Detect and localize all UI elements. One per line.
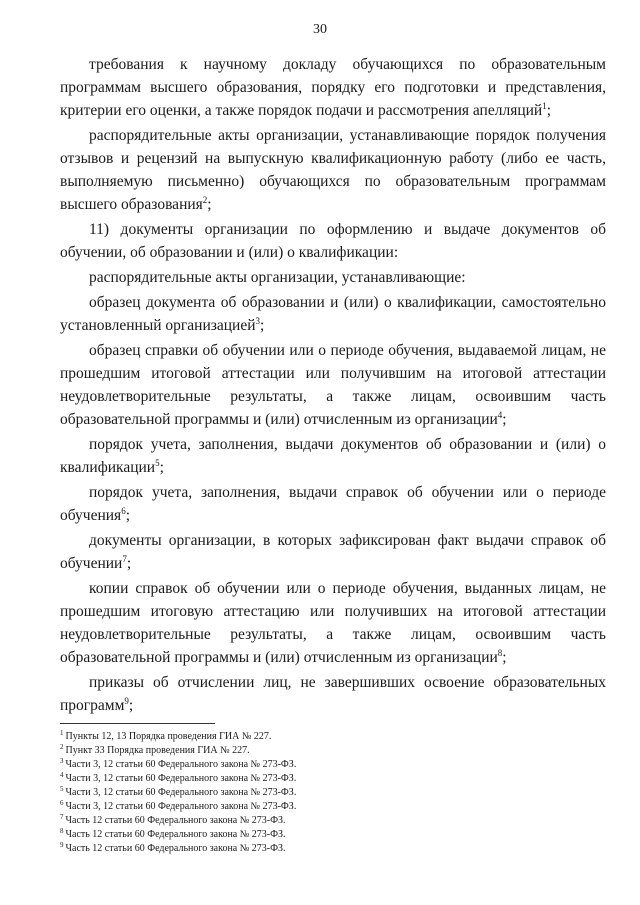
footnote-number: 3 — [60, 756, 64, 765]
footnote — [60, 744, 600, 758]
footnote-number: 8 — [60, 826, 64, 835]
footnote-number: 5 — [60, 784, 64, 793]
footnote — [60, 758, 600, 772]
footnote-text: Части 3, 12 статьи 60 Федерального закона № 273-ФЗ. — [65, 801, 297, 812]
footnotes — [60, 730, 600, 856]
paragraph — [60, 218, 606, 264]
paragraph-text: образец справки об обучении или о периоде обучения, выдаваемой лицам, не прошедшим итоговой аттестации или получившим на итоговой аттестации неудовлетворительные результаты, а также лицам, освоившим часть образовательной программы и (или) отчисленным из организации — [60, 342, 606, 428]
footnote-text: Часть 12 статьи 60 Федерального закона № 273-ФЗ. — [65, 843, 286, 854]
paragraph — [60, 671, 606, 717]
footnote-text: Часть 12 статьи 60 Федерального закона № 273-ФЗ. — [65, 829, 286, 840]
footnote-text: Части 3, 12 статьи 60 Федерального закона № 273-ФЗ. — [65, 787, 297, 798]
paragraph-text: приказы об отчислении лиц, не завершивших освоение образовательных программ — [60, 674, 606, 714]
footnote — [60, 800, 600, 814]
paragraph — [60, 124, 606, 216]
paragraph — [60, 53, 606, 122]
footnote-ref: 7 — [122, 553, 127, 564]
footnote — [60, 730, 600, 744]
paragraph — [60, 266, 606, 289]
footnote — [60, 814, 600, 828]
footnote-ref: 2 — [202, 194, 208, 205]
footnote-number: 7 — [60, 812, 64, 821]
paragraph-text: порядок учета, заполнения, выдачи документов об образовании и (или) о квалификации — [60, 436, 606, 476]
paragraph-text: требования к научному докладу обучающихся по образовательным программам высшего образования, порядку его подготовки и представления, критерии его оценки, а также порядок подачи и рассмотрения апелляций — [60, 56, 606, 119]
footnote-ref: 4 — [497, 409, 503, 420]
footnote-ref: 8 — [497, 647, 503, 658]
footnote-text: Пункт 33 Порядка проведения ГИА № 227. — [65, 745, 250, 756]
paragraph-tail: ; — [125, 507, 131, 524]
footnote-text: Часть 12 статьи 60 Федерального закона № 273-ФЗ. — [65, 815, 286, 826]
footnote-text: Части 3, 12 статьи 60 Федерального закона № 273-ФЗ. — [65, 759, 297, 770]
footnote-text: Части 3, 12 статьи 60 Федерального закона № 273-ФЗ. — [65, 773, 297, 784]
paragraph — [60, 577, 606, 669]
page-number: 30 — [313, 22, 327, 37]
footnote — [60, 828, 600, 842]
paragraph — [60, 339, 606, 431]
footnote — [60, 842, 600, 856]
paragraph — [60, 291, 606, 337]
footnote-ref: 5 — [155, 457, 160, 468]
paragraph — [60, 529, 606, 575]
paragraph-tail: ; — [207, 196, 212, 213]
paragraph-tail: ; — [128, 697, 134, 714]
footnote — [60, 772, 600, 786]
paragraph — [60, 433, 606, 479]
document-body — [60, 53, 606, 717]
paragraph-tail: ; — [546, 102, 552, 119]
paragraph-tail: ; — [502, 411, 507, 428]
paragraph-tail: ; — [502, 649, 507, 666]
footnote-number: 6 — [60, 798, 64, 807]
footnote-text: Пункты 12, 13 Порядка проведения ГИА № 227. — [65, 731, 272, 742]
paragraph-text: распорядительные акты организации, устанавливающие порядок получения отзывов и рецензий на выпускную квалификационную работу (либо ее часть, выполняемую письменно) обучающихся по образовательным программам высшего образования — [60, 127, 606, 213]
footnote-ref: 3 — [255, 315, 261, 326]
footnote-number: 1 — [60, 728, 64, 737]
paragraph-text: распорядительные акты организации, устанавливающие: — [89, 269, 466, 286]
paragraph-text: 11) документы организации по оформлению и выдаче документов об обучении, об образовании и (или) о квалификации: — [60, 221, 606, 261]
footnote-ref: 9 — [124, 695, 129, 706]
footnote-number: 4 — [60, 770, 64, 779]
paragraph-text: порядок учета, заполнения, выдачи справок об обучении или о периоде обучения — [60, 484, 606, 524]
paragraph-tail: ; — [260, 317, 265, 334]
paragraph — [60, 481, 606, 527]
footnote — [60, 786, 600, 800]
footnote-number: 9 — [60, 840, 64, 849]
paragraph-text: образец документа об образовании и (или) о квалификации, самостоятельно установленный организацией — [60, 294, 606, 334]
footnote-number: 2 — [60, 742, 64, 751]
paragraph-text: копии справок об обучении или о периоде обучения, выданных лицам, не прошедшим итоговую аттестацию или получивших на итоговой аттестации неудовлетворительные результаты, а также лицам, освоившим часть образовательной программы и (или) отчисленным из организации — [60, 580, 606, 666]
footnote-divider — [60, 723, 215, 724]
footnote-ref: 6 — [121, 505, 126, 516]
paragraph-text: документы организации, в которых зафиксирован факт выдачи справок об обучении — [60, 532, 606, 572]
footnote-ref: 1 — [542, 100, 547, 111]
paragraph-tail: ; — [159, 459, 164, 476]
paragraph-tail: ; — [126, 555, 132, 572]
